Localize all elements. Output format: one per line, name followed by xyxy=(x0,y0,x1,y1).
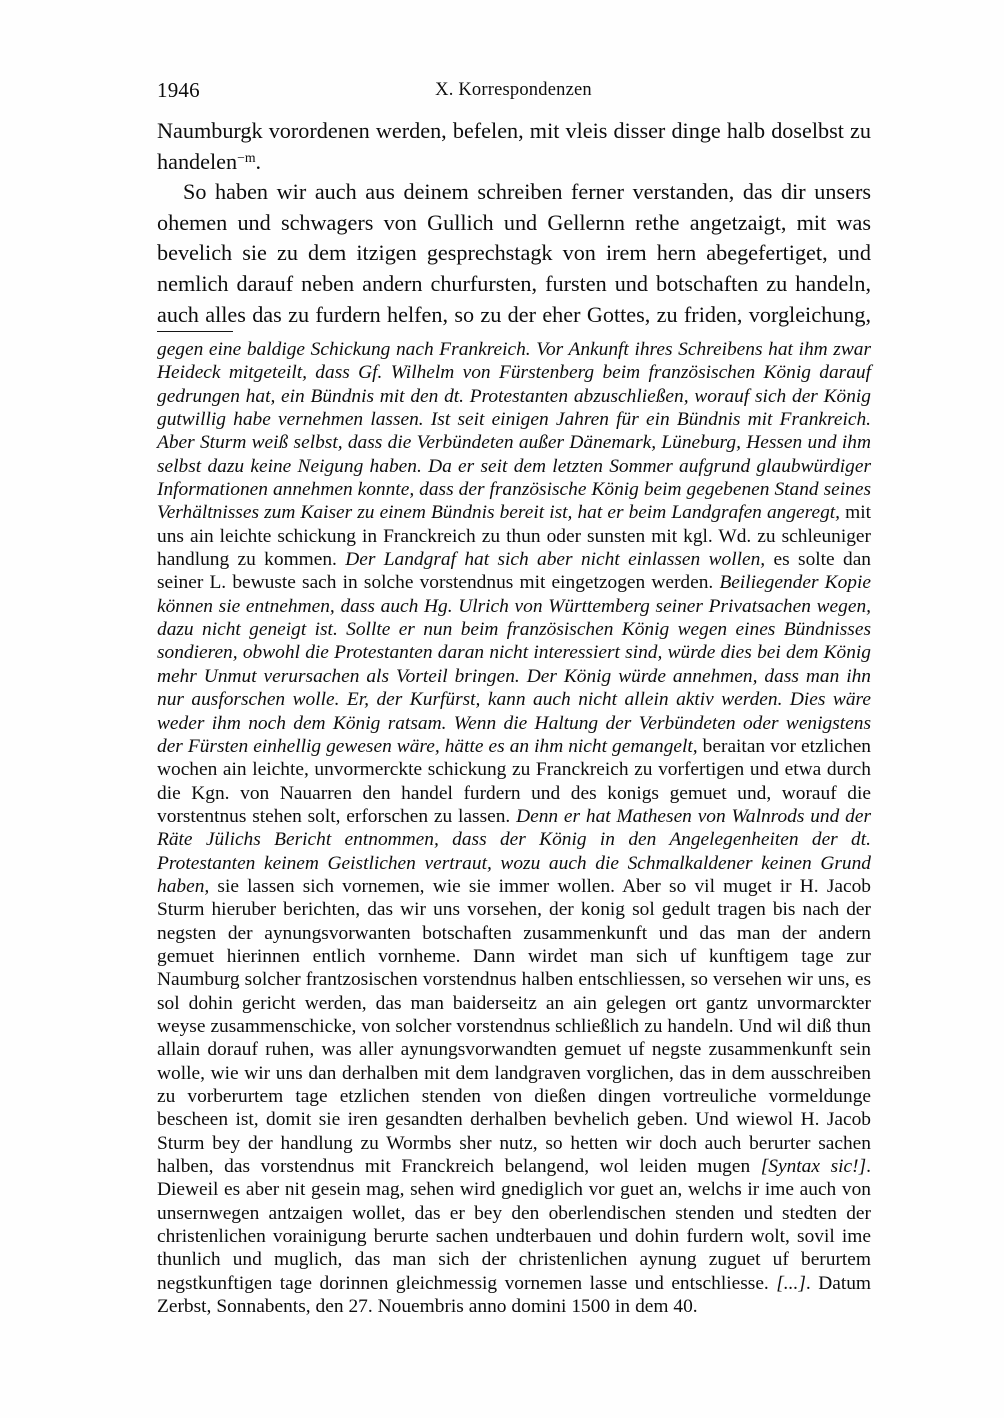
footnote-segment-italic-4: Denn er hat Mathesen von Walnrods und der Räte Jülichs Bericht entnommen, dass der König in den Angelegenheiten der dt. Protestanten keinem Geistlichen vertraut, wozu auch die Schmalkaldener keinen Grund haben, xyxy=(157,805,871,897)
paragraph-continued-end: . xyxy=(255,148,262,174)
footnote-block xyxy=(157,338,871,1318)
footnote-separator-rule xyxy=(157,331,233,332)
footnote-segment-italic-1: gegen eine baldige Schickung nach Frankreich. Vor Ankunft ihres Schreibens hat ihm zwar Heideck mitgeteilt, dass Gf. Wilhelm von Fürstenberg beim französischen König darauf gedrungen hat, ein Bündnis mit den dt. Protestanten abzuschließen, worauf sich der König gutwillig habe vernehmen lassen. Ist seit einigen Jahren für ein Bündnis mit Frankreich. Aber Sturm weiß selbst, dass die Verbündeten außer Dänemark, Lüneburg, Hessen und ihm selbst dazu keine Neigung haben. Da er seit dem letzten Sommer aufgrund glaubwürdiger Informationen annehmen konnte, dass der französische König beim gegebenen Stand seines Verhältnisses zum Kaiser zu einem Bündnis bereit ist, hat er beim Landgrafen angeregt, xyxy=(157,339,871,524)
footnote-segment-roman-1: mit uns ain leichte schickung in Franckreich zu thun oder sunsten mit kgl. Wd. zu schleuniger handlung zu kommen. xyxy=(157,502,871,571)
running-head-title: X. Korrespondenzen xyxy=(435,80,592,100)
paragraph-continued-text: Naumburgk vorordenen werden, befelen, mit vleis disser dinge halb doselbst zu handelen xyxy=(157,118,871,174)
footnote-segment-italic-6: [...] xyxy=(776,1272,806,1294)
page-folio-number: 1946 xyxy=(157,78,200,102)
footnote-segment-roman-5: . Dieweil es aber nit gesein mag, sehen wird gnediglich vor guet an, welchs ir ime auch von unsernwegen antzaigen wollet, das er bey den oberlendischen stenden und stedten der christenlichen vorainigung berurte sachen undterbauen und dohin furdern wolt, sovil ime thunlich und muglich, das man sich der christenlichen aynung zuguet uf berurtem negstkunftigen tage dorinnen gleichmessig vornemen lasse und entschliesse. xyxy=(157,1156,871,1294)
footnote-segment-roman-4: sie lassen sich vornemen, wie sie immer wollen. Aber so vil muget ir H. Jacob Sturm hieruber berichten, das wir uns vorsehen, der konig sol gedult tragen bis nach der negsten der aynungsvorwanten botschaften zusammenkunft und das man der andern gemuet hierinnen entlich vornheme. Dann wirdet man sich uf kunftigem tage zur Naumburg solcher frantzosischen vorstendnus halben entschliessen, so versehen wir uns, es sol dohin gericht werden, das man baiderseitz an ain gelegen ort gantz unvormarckter weyse zusammenschicke, von solcher vorstendnus schließlich zu handeln. Und wil diß thun allain dorauf ruhen, was aller aynungsvorwandten gemuet uf negste zusammenkunft sein wolle, wie wir uns dan derhalben mit dem landgraven vorglichen, das in dem ausschreiben zu vorberurtem tage etzlichen stenden von dießen dingen vortreuliche vormeldunge bescheen ist, domit sie iren gesandten derhalben bevhelich geben. Und wiewol H. Jacob Sturm bey der handlung zu Wormbs sher nutz, so hetten wir doch auch berurter sachen halben, das vorstendnus mit Franckreich belangend, wol leiden mugen xyxy=(157,875,871,1178)
footnote-segment-roman-2: es solte dan seiner L. bewuste sach in solche vorstendnus mit eingetzogen werden. xyxy=(157,549,871,594)
main-text-block xyxy=(157,116,871,330)
footnote-segment-italic-5: [Syntax sic!] xyxy=(760,1156,867,1178)
footnote-segment-italic-3: Beiliegender Kopie können sie entnehmen, dass auch Hg. Ulrich von Württemberg seiner Privatsachen wegen, dazu nicht geneigt ist. Sollte er nun beim französischen König wegen eines Bündnisses sondieren, obwohl die Protestanten daran nicht interessiert sind, würde dies bei dem König mehr Unmut verursachen als Vorteil bringen. Der König würde annehmen, dass man ihn nur ausforschen wolle. Er, der Kurfürst, kann auch nicht allein aktiv werden. Dies wäre weder ihm noch dem König ratsam. Wenn die Haltung der Verbündeten oder wenigstens der Fürsten einhellig gewesen wäre, hätte es an ihm nicht gemangelt, xyxy=(157,572,871,757)
running-head xyxy=(157,78,870,104)
footnote-segment-roman-3: beraitan vor etzlichen wochen ain leichte, unvormerckte schickung zu Franckreich zu vorfertigen und etwa durch die Kgn. von Nauarren den handel furdern und des konigs gemuet und, worauf die vorstentnus stehen solt, erforschen zu lassen. xyxy=(157,735,871,827)
footnote-text xyxy=(157,338,871,1318)
paragraph-continued xyxy=(157,116,871,177)
paragraph-new: So haben wir auch aus deinem schreiben ferner verstanden, das dir unsers ohemen und schwagers von Gullich und Gellernn rethe angetzaigt, mit was bevelich sie zu dem itzigen gesprechstagk von irem hern abegefertiget, und nemlich darauf neben andern churfursten, fursten und botschaften zu handeln, auch alles das zu furdern helfen, so zu der eher Gottes, zu friden, vorgleichung, xyxy=(157,179,871,327)
footnote-marker-m: −m xyxy=(237,149,256,165)
footnote-segment-roman-6: . Datum Zerbst, Sonnabents, den 27. Nouembris anno domini 1500 in dem 40. xyxy=(157,1272,871,1318)
footnote-segment-italic-2: Der Landgraf hat sich aber nicht einlassen wollen, xyxy=(345,549,766,571)
